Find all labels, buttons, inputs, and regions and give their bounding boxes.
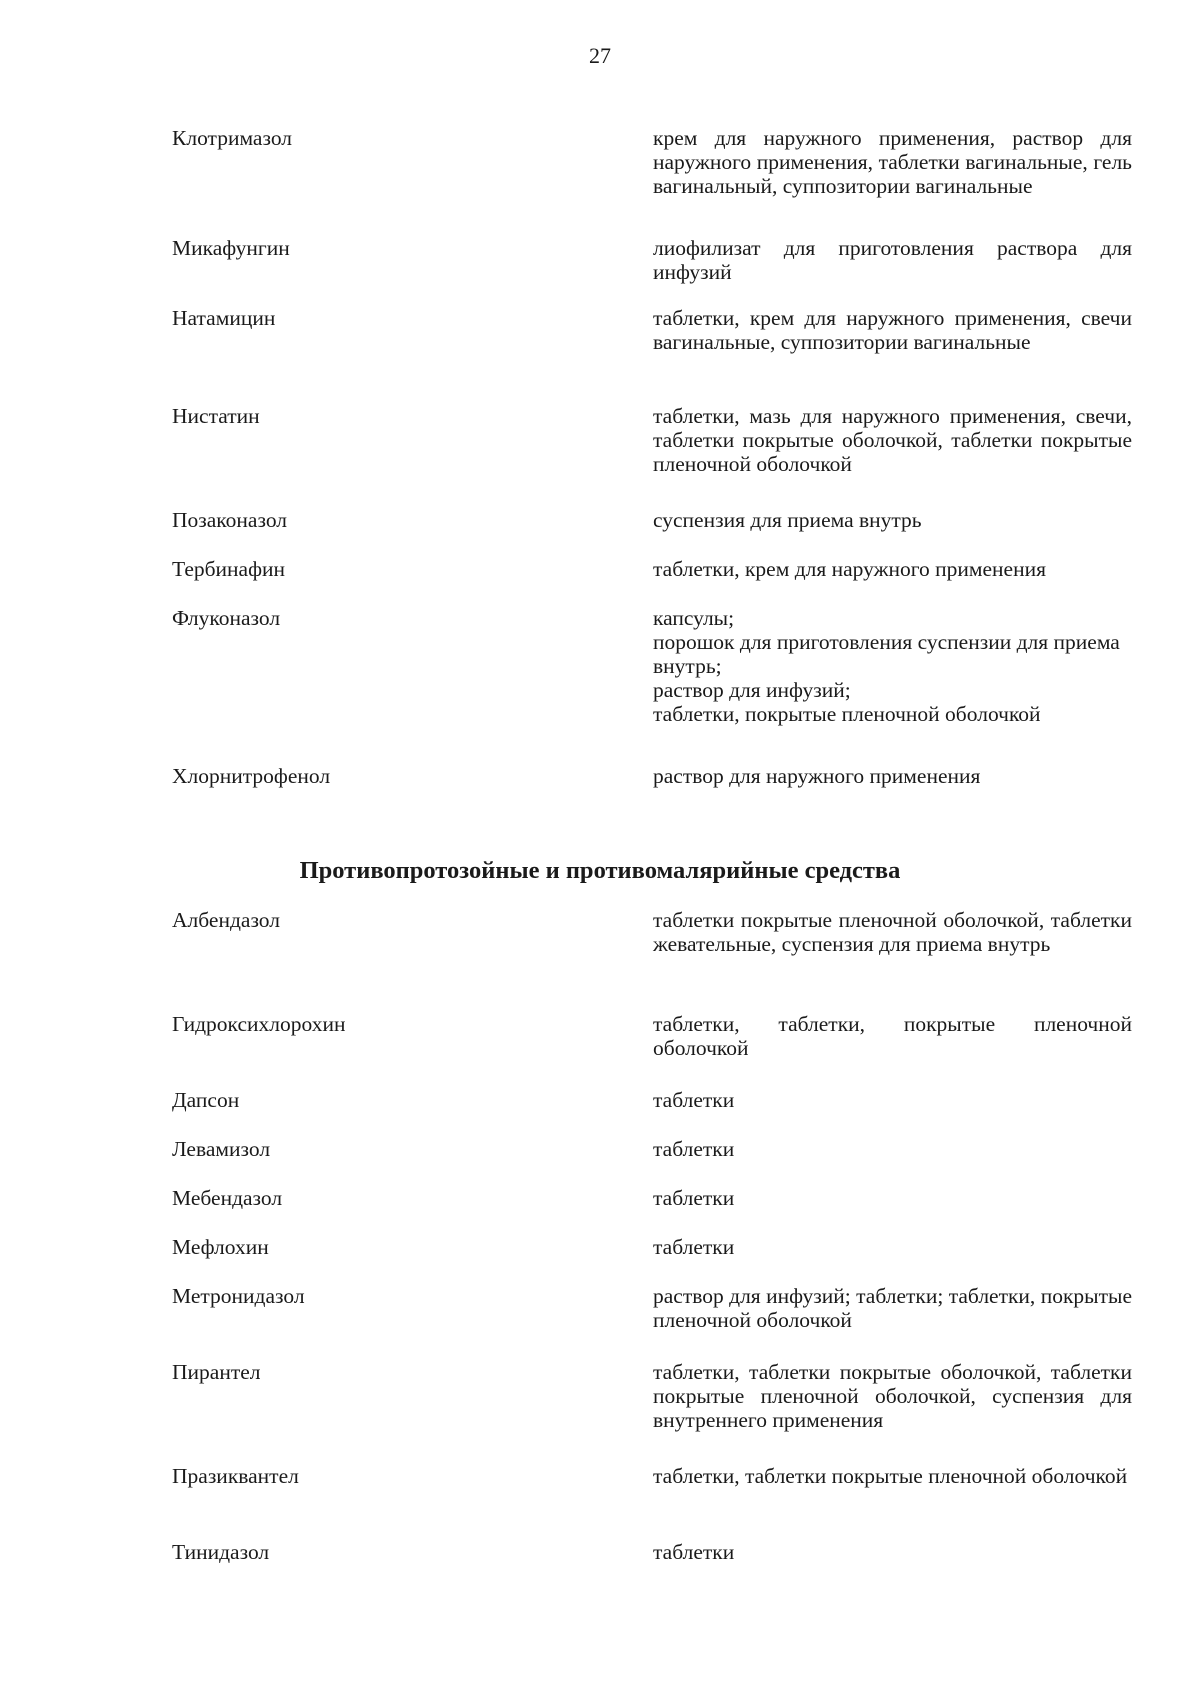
drug-row	[172, 1186, 1132, 1235]
drug-name: Мебендазол	[172, 1186, 283, 1210]
drug-name: Албендазол	[172, 908, 281, 932]
dosage-forms: лиофилизат для приготовления раствора для инфузий	[653, 236, 1132, 284]
page-number: 27	[589, 43, 611, 68]
dosage-forms: раствор для наружного применения	[653, 764, 981, 788]
drug-row	[172, 1012, 1132, 1088]
drug-name: Натамицин	[172, 306, 276, 330]
drug-name: Мефлохин	[172, 1235, 269, 1259]
drug-name: Микафунгин	[172, 236, 290, 260]
drug-name: Тербинафин	[172, 557, 286, 581]
drug-row	[172, 126, 1132, 236]
dosage-forms: таблетки покрытые пленочной оболочкой, таблетки жевательные, суспензия для приема внутрь	[653, 908, 1132, 956]
drug-name: Хлорнитрофенол	[172, 764, 331, 788]
drug-name: Дапсон	[172, 1088, 240, 1112]
drug-name: Празиквантел	[172, 1464, 299, 1488]
drug-row	[172, 606, 1132, 764]
drug-name: Нистатин	[172, 404, 260, 428]
drug-name: Флуконазол	[172, 606, 281, 630]
drug-row	[172, 1464, 1132, 1540]
drug-row	[172, 404, 1132, 508]
dosage-form-line: раствор для инфузий;	[653, 678, 851, 702]
dosage-forms: крем для наружного применения, раствор для наружного применения, таблетки вагинальные, гель вагинальный, суппозитории вагинальные	[653, 126, 1132, 198]
drug-name: Метронидазол	[172, 1284, 305, 1308]
dosage-forms: таблетки	[653, 1137, 735, 1161]
drug-row	[172, 236, 1132, 306]
dosage-form-line: таблетки, покрытые пленочной оболочкой	[653, 702, 1041, 726]
dosage-form-line: порошок для приготовления суспензии для приема внутрь;	[653, 630, 1120, 678]
dosage-forms: таблетки	[653, 1235, 735, 1259]
drug-name: Клотримазол	[172, 126, 293, 150]
drug-row	[172, 1540, 1132, 1570]
dosage-forms: раствор для инфузий; таблетки; таблетки, покрытые пленочной оболочкой	[653, 1284, 1132, 1332]
section-heading: Противопротозойные и противомалярийные средства	[299, 857, 901, 884]
dosage-forms: таблетки, крем для наружного применения	[653, 557, 1046, 581]
drug-row	[172, 1284, 1132, 1360]
antiprotozoal-drug-list	[172, 908, 1132, 1570]
dosage-forms: таблетки, таблетки покрытые пленочной оболочкой	[653, 1464, 1128, 1488]
drug-row	[172, 1137, 1132, 1186]
drug-row	[172, 557, 1132, 606]
dosage-forms: таблетки, крем для наружного применения, свечи вагинальные, суппозитории вагинальные	[653, 306, 1132, 354]
drug-row	[172, 908, 1132, 1012]
drug-name: Пирантел	[172, 1360, 261, 1384]
dosage-forms: таблетки, мазь для наружного применения, свечи, таблетки покрытые оболочкой, таблетки покрытые пленочной оболочкой	[653, 404, 1132, 476]
drug-name: Гидроксихлорохин	[172, 1012, 346, 1036]
dosage-forms: таблетки, таблетки покрытые оболочкой, таблетки покрытые пленочной оболочкой, суспензия для внутреннего применения	[653, 1360, 1132, 1432]
drug-name: Левамизол	[172, 1137, 271, 1161]
drug-row	[172, 1088, 1132, 1137]
drug-row	[172, 508, 1132, 557]
dosage-form-line: капсулы;	[653, 606, 735, 630]
antifungal-drug-list	[172, 126, 1132, 794]
dosage-forms: таблетки	[653, 1186, 735, 1210]
dosage-forms: таблетки	[653, 1088, 735, 1112]
drug-row	[172, 1360, 1132, 1464]
dosage-forms: таблетки	[653, 1540, 735, 1564]
dosage-forms	[653, 606, 1132, 726]
drug-row	[172, 306, 1132, 404]
drug-row	[172, 764, 1132, 794]
drug-row	[172, 1235, 1132, 1284]
drug-name: Позаконазол	[172, 508, 288, 532]
dosage-forms: таблетки, таблетки, покрытые пленочной оболочкой	[653, 1012, 1132, 1060]
drug-name: Тинидазол	[172, 1540, 270, 1564]
dosage-forms: суспензия для приема внутрь	[653, 508, 922, 532]
